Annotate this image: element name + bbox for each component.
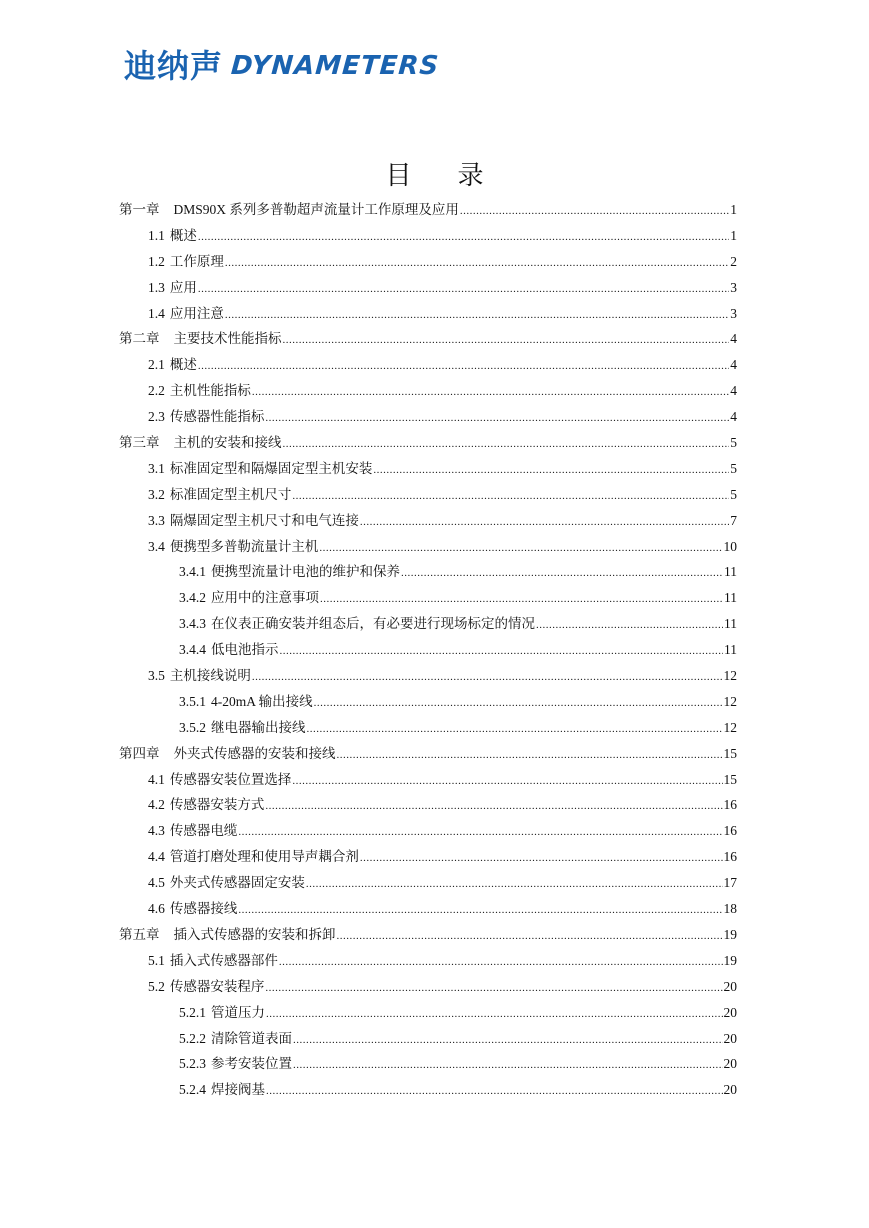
- toc-entry-number: 5.2.4: [179, 1082, 206, 1098]
- toc-entry-title: 插入式传感器的安装和拆卸: [173, 926, 336, 942]
- toc-page-number: 5: [730, 486, 737, 502]
- toc-entry[interactable]: [119, 301, 737, 327]
- toc-dot-leader: [307, 717, 723, 743]
- toc-entry-label: [179, 1077, 265, 1103]
- toc-entry[interactable]: [119, 378, 737, 404]
- toc-dot-leader: [293, 1028, 723, 1054]
- toc-entry[interactable]: [119, 974, 737, 1000]
- toc-dot-leader: [198, 277, 729, 303]
- toc-entry-label: [179, 1000, 265, 1026]
- toc-entry-title: 工作原理: [169, 253, 224, 269]
- toc-entry-label: [179, 1051, 292, 1077]
- toc-entry[interactable]: [119, 741, 737, 767]
- toc-entry-number: 3.2: [148, 486, 165, 502]
- toc-entry-number: 4.6: [148, 901, 165, 917]
- toc-entry-number: 3.4.1: [179, 564, 206, 580]
- toc-dot-leader: [401, 561, 723, 587]
- toc-title: 目录: [385, 161, 530, 191]
- toc-entry-title: 插入式传感器部件: [169, 952, 278, 968]
- toc-entry[interactable]: [119, 1000, 737, 1026]
- toc-dot-leader: [252, 380, 729, 406]
- toc-entry-title: 概述: [169, 227, 197, 243]
- toc-page-number: 3: [730, 279, 737, 295]
- toc-page-number: 15: [723, 771, 737, 787]
- toc-dot-leader: [460, 199, 729, 225]
- toc-entry-label: [179, 637, 279, 663]
- toc-entry[interactable]: [119, 896, 737, 922]
- toc-entry-label: [148, 456, 372, 482]
- toc-entry-title: 标准固定型主机尺寸: [169, 486, 292, 502]
- company-logo: [124, 44, 439, 88]
- toc-page-number: 19: [723, 952, 737, 968]
- toc-entry-number: 4.5: [148, 875, 165, 891]
- toc-entry[interactable]: [119, 844, 737, 870]
- toc-entry-number: 5.1: [148, 952, 165, 968]
- toc-entry-number: 5.2.2: [179, 1030, 206, 1046]
- toc-entry-title: 管道压力: [211, 1004, 265, 1020]
- toc-entry-title: 主要技术性能指标: [173, 331, 282, 347]
- toc-page-number: 17: [723, 875, 737, 891]
- toc-entry-label: [148, 870, 305, 896]
- toc-dot-leader: [320, 587, 723, 613]
- toc-entry[interactable]: [119, 585, 737, 611]
- toc-dot-leader: [266, 1079, 723, 1105]
- toc-page-number: 12: [723, 693, 737, 709]
- toc-entry-number: 3.1: [148, 460, 165, 476]
- toc-entry-number: 3.4: [148, 538, 165, 554]
- toc-entry-number: 4.1: [148, 771, 165, 787]
- toc-page-number: 20: [723, 1082, 737, 1098]
- toc-entry-title: 继电器输出接线: [211, 719, 306, 735]
- toc-entry-title: 4-20mA 输出接线: [211, 693, 313, 709]
- toc-dot-leader: [292, 484, 729, 510]
- toc-entry-number: 1.1: [148, 227, 165, 243]
- toc-entry-title: 传感器安装程序: [169, 978, 265, 994]
- toc-page-number: 12: [723, 668, 737, 684]
- toc-entry[interactable]: [119, 922, 737, 948]
- toc-entry[interactable]: [119, 689, 737, 715]
- toc-entry[interactable]: [119, 767, 737, 793]
- toc-page-number: 18: [723, 901, 737, 917]
- toc-entry-title: 传感器安装方式: [169, 797, 265, 813]
- toc-dot-leader: [265, 976, 722, 1002]
- toc-entry-label: [179, 689, 313, 715]
- toc-page-number: 16: [723, 823, 737, 839]
- toc-entry-label: [148, 844, 359, 870]
- toc-entry[interactable]: [119, 870, 737, 896]
- toc-entry-number: 3.4.2: [179, 590, 206, 606]
- toc-dot-leader: [337, 743, 723, 769]
- toc-dot-leader: [373, 458, 729, 484]
- toc-entry-number: 第二章: [119, 331, 160, 347]
- toc-entry-title: 主机性能指标: [169, 383, 251, 399]
- toc-entry-label: [148, 974, 264, 1000]
- toc-page-number: 4: [730, 383, 737, 399]
- toc-entry[interactable]: [119, 249, 737, 275]
- toc-entry[interactable]: [119, 430, 737, 456]
- toc-entry-number: 4.4: [148, 849, 165, 865]
- toc-entry-label: [179, 1026, 292, 1052]
- toc-page-number: 12: [723, 719, 737, 735]
- toc-dot-leader: [292, 769, 722, 795]
- toc-entry[interactable]: [119, 197, 737, 223]
- toc-page-number: 2: [730, 253, 737, 269]
- toc-dot-leader: [536, 613, 723, 639]
- toc-entry-title: 应用: [169, 279, 197, 295]
- toc-entry-label: [148, 818, 237, 844]
- toc-dot-leader: [238, 820, 722, 846]
- toc-page-number: 11: [724, 642, 737, 658]
- toc-entry-label: [179, 715, 306, 741]
- toc-entry-label: [148, 663, 251, 689]
- toc-entry-number: 1.3: [148, 279, 165, 295]
- toc-entry-label: [148, 948, 278, 974]
- toc-entry-title: 主机的安装和接线: [173, 435, 282, 451]
- toc-entry-title: 低电池指示: [211, 642, 279, 658]
- toc-page-number: 20: [723, 1056, 737, 1072]
- toc-page-number: 5: [730, 435, 737, 451]
- toc-entry[interactable]: [119, 715, 737, 741]
- toc-page-number: 16: [723, 797, 737, 813]
- toc-entry[interactable]: [119, 792, 737, 818]
- toc-page-number: 1: [730, 202, 737, 217]
- toc-entry-label: [148, 301, 224, 327]
- toc-entry[interactable]: [119, 482, 737, 508]
- toc-entry-number: 1.2: [148, 253, 165, 269]
- toc-entry-title: 便携型流量计电池的维护和保养: [211, 564, 400, 580]
- toc-dot-leader: [360, 510, 729, 536]
- toc-entry-label: [179, 611, 535, 637]
- toc-entry-title: 主机接线说明: [169, 668, 251, 684]
- toc-entry[interactable]: [119, 275, 737, 301]
- toc-entry[interactable]: [119, 637, 737, 663]
- toc-entry-title: 传感器电缆: [169, 823, 238, 839]
- toc-entry-title: 外夹式传感器的安装和接线: [173, 745, 336, 761]
- toc-page-number: 11: [724, 590, 737, 606]
- toc-dot-leader: [283, 432, 730, 458]
- toc-entry-label: [119, 922, 336, 948]
- toc-entry-title: 概述: [169, 357, 197, 373]
- toc-entry-title: 应用中的注意事项: [211, 590, 319, 606]
- toc-entry[interactable]: [119, 818, 737, 844]
- toc-entry-number: 3.5.2: [179, 719, 206, 735]
- toc-entry-number: 第五章: [119, 926, 160, 942]
- toc-entry-number: 1.4: [148, 305, 165, 321]
- toc-entry-label: [179, 585, 319, 611]
- toc-entry-number: 5.2: [148, 978, 165, 994]
- toc-page-number: 10: [723, 538, 737, 554]
- toc-page-number: 11: [724, 564, 737, 580]
- toc-entry-title: DMS90X 系列多普勒超声流量计工作原理及应用: [173, 202, 459, 217]
- toc-entry[interactable]: [119, 352, 737, 378]
- toc-page-number: 20: [723, 1004, 737, 1020]
- toc-entry-label: [179, 559, 400, 585]
- toc-entry-number: 4.3: [148, 823, 165, 839]
- toc-entry-label: [119, 430, 282, 456]
- toc-dot-leader: [252, 665, 723, 691]
- toc-entry-label: [148, 767, 291, 793]
- toc-entry-label: [148, 275, 197, 301]
- toc-entry-title: 在仪表正确安装并组态后，有必要进行现场标定的情况: [211, 616, 535, 632]
- toc-entry-number: 2.3: [148, 409, 165, 425]
- logo-chinese-name: 迪纳声: [124, 47, 224, 85]
- toc-entry-label: [148, 249, 224, 275]
- toc-entry-title: 传感器安装位置选择: [169, 771, 292, 787]
- toc-entry-title: 便携型多普勒流量计主机: [169, 538, 319, 554]
- toc-entry[interactable]: [119, 1026, 737, 1052]
- toc-entry-label: [148, 378, 251, 404]
- toc-dot-leader: [279, 950, 723, 976]
- table-of-contents: [119, 197, 737, 1103]
- toc-entry[interactable]: [119, 1077, 737, 1103]
- toc-entry[interactable]: [119, 404, 737, 430]
- toc-page-number: 19: [723, 926, 737, 942]
- toc-page-number: 4: [730, 331, 737, 347]
- toc-entry-title: 参考安装位置: [211, 1056, 292, 1072]
- toc-dot-leader: [319, 536, 722, 562]
- toc-page-number: 4: [730, 357, 737, 373]
- toc-entry[interactable]: [119, 663, 737, 689]
- toc-entry-number: 5.2.1: [179, 1004, 206, 1020]
- logo-english-name: DYNAMETERS: [229, 51, 441, 81]
- toc-page-number: 20: [723, 978, 737, 994]
- toc-dot-leader: [283, 328, 730, 354]
- toc-entry-title: 标准固定型和隔爆固定型主机安装: [169, 460, 373, 476]
- toc-entry[interactable]: [119, 223, 737, 249]
- toc-entry-number: 2.1: [148, 357, 165, 373]
- toc-dot-leader: [280, 639, 724, 665]
- toc-page-number: 15: [723, 745, 737, 761]
- toc-dot-leader: [293, 1053, 723, 1079]
- toc-page-number: 20: [723, 1030, 737, 1046]
- toc-dot-leader: [238, 898, 722, 924]
- toc-page-number: 5: [730, 460, 737, 476]
- toc-entry-number: 2.2: [148, 383, 165, 399]
- toc-entry-number: 3.4.4: [179, 642, 206, 658]
- toc-dot-leader: [198, 225, 729, 251]
- toc-entry-label: [119, 741, 336, 767]
- toc-dot-leader: [337, 924, 723, 950]
- toc-entry-label: [148, 223, 197, 249]
- toc-entry-number: 第四章: [119, 745, 160, 761]
- toc-entry-label: [148, 508, 359, 534]
- toc-entry-number: 3.5: [148, 668, 165, 684]
- toc-entry-title: 外夹式传感器固定安装: [169, 875, 305, 891]
- toc-entry[interactable]: [119, 456, 737, 482]
- toc-entry-title: 清除管道表面: [211, 1030, 292, 1046]
- toc-entry-number: 3.4.3: [179, 616, 206, 632]
- toc-entry-label: [148, 534, 318, 560]
- toc-dot-leader: [266, 1002, 723, 1028]
- toc-page-number: 1: [730, 227, 737, 243]
- toc-page-number: 4: [730, 409, 737, 425]
- toc-entry[interactable]: [119, 534, 737, 560]
- toc-entry-number: 3.3: [148, 512, 165, 528]
- toc-entry-number: 4.2: [148, 797, 165, 813]
- toc-page-number: 16: [723, 849, 737, 865]
- toc-dot-leader: [225, 303, 729, 329]
- toc-entry-title: 焊接阀基: [211, 1082, 265, 1098]
- toc-entry-label: [148, 482, 291, 508]
- toc-dot-leader: [306, 872, 723, 898]
- toc-entry-label: [148, 352, 197, 378]
- toc-page-number: 3: [730, 305, 737, 321]
- toc-entry-label: [119, 326, 282, 352]
- toc-entry[interactable]: [119, 326, 737, 352]
- toc-entry[interactable]: [119, 559, 737, 585]
- toc-entry-title: 应用注意: [169, 305, 224, 321]
- toc-entry-number: 3.5.1: [179, 693, 206, 709]
- toc-entry[interactable]: [119, 1051, 737, 1077]
- toc-dot-leader: [225, 251, 729, 277]
- toc-entry-number: 第一章: [119, 202, 160, 217]
- toc-entry-label: [148, 404, 264, 430]
- toc-entry-label: [119, 197, 459, 223]
- toc-entry[interactable]: [119, 508, 737, 534]
- toc-entry[interactable]: [119, 948, 737, 974]
- toc-entry-title: 传感器性能指标: [169, 409, 265, 425]
- toc-dot-leader: [198, 354, 729, 380]
- toc-dot-leader: [314, 691, 723, 717]
- toc-entry-number: 第三章: [119, 435, 160, 451]
- toc-dot-leader: [265, 406, 729, 432]
- toc-entry[interactable]: [119, 611, 737, 637]
- toc-entry-label: [148, 896, 237, 922]
- toc-dot-leader: [360, 846, 723, 872]
- toc-entry-title: 传感器接线: [169, 901, 238, 917]
- toc-dot-leader: [265, 794, 722, 820]
- toc-entry-title: 隔爆固定型主机尺寸和电气连接: [169, 512, 359, 528]
- toc-entry-title: 管道打磨处理和使用导声耦合剂: [169, 849, 359, 865]
- toc-page-number: 11: [724, 616, 737, 632]
- toc-entry-number: 5.2.3: [179, 1056, 206, 1072]
- toc-entry-label: [148, 792, 264, 818]
- toc-page-number: 7: [730, 512, 737, 528]
